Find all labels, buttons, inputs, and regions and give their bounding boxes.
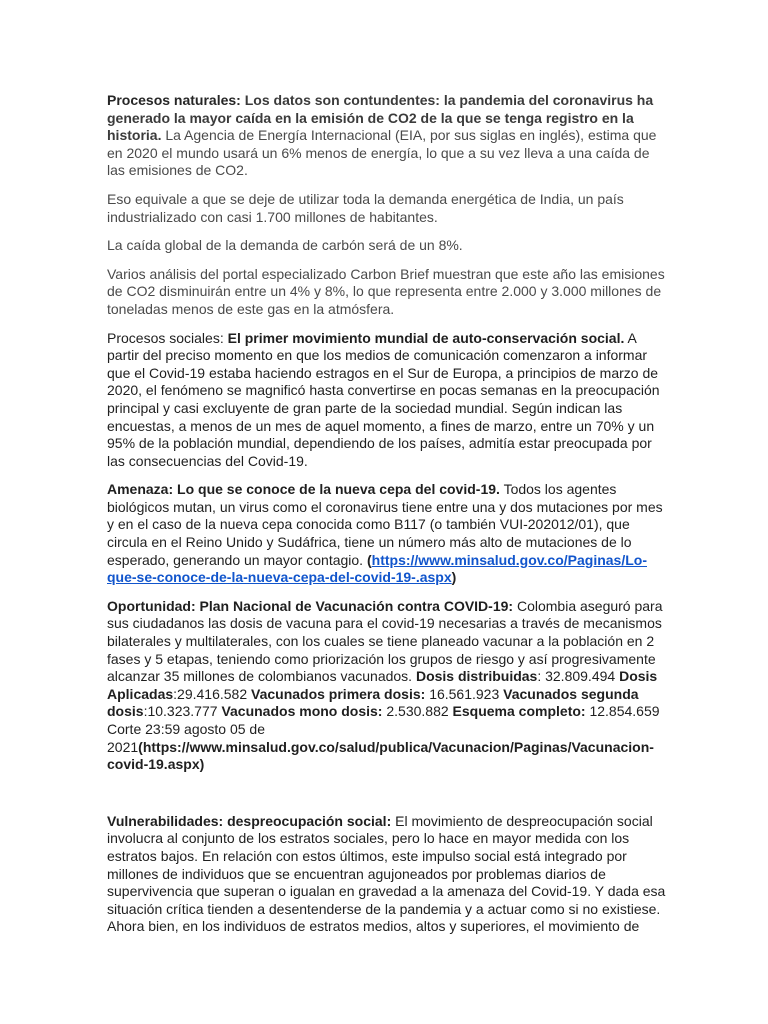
paragraph-india-comparison: Eso equivale a que se deje de utilizar toda la demanda energética de India, un país industrializado con casi 1.700 millones de habitantes.	[107, 190, 624, 225]
doses-applied-value: :29.416.582	[173, 685, 248, 702]
mono-dose-label: Vacunados mono dosis:	[221, 703, 383, 720]
first-dose-value: 16.561.923	[429, 685, 500, 702]
paragraph-text: Todos los agentes biológicos mutan, un virus como el coronavirus tiene entre una y dos mutaciones por mes y en el caso de la nueva cepa conocida como B117 (o también VUI-202012/01), que circula en el Reino Unido y Sudáfrica, tiene un número más alto de mutaciones de lo esperado, generando un mayor contagio.	[107, 481, 663, 568]
second-dose-value: :10.323.777	[143, 703, 218, 720]
section-label: Oportunidad: Plan Nacional de Vacunación contra COVID-19:	[107, 597, 514, 614]
link-open-paren: (	[366, 551, 372, 568]
second-dose-label: Vacunados segunda dosis	[107, 685, 639, 720]
vaccination-source-link: (https://www.minsalud.gov.co/salud/publica/Vacunacion/Paginas/Vacunacion-covid-19.aspx)	[107, 738, 654, 773]
section-headline: El primer movimiento mundial de auto-conservación social.	[227, 329, 625, 346]
paragraph-social-processes	[107, 330, 668, 471]
paragraph-vulnerabilities	[107, 813, 668, 936]
minsalud-variant-link[interactable]: https://www.minsalud.gov.co/Paginas/Lo-que-se-conoce-de-la-nueva-cepa-del-covid-19-.aspx	[107, 551, 647, 586]
section-label: Procesos sociales:	[107, 329, 224, 346]
paragraph-text: Colombia aseguró para sus ciudadanos las dosis de vacuna para el covid-19 necesarias a través de mecanismos bilaterales y multilaterales, con los cuales se tiene planeado vacunar a la población en 2 fases y 5 etapas, teniendo como priorización los grupos de riesgo y así progresivamente alcanzar 35 millones de colombianos vacunados.	[107, 597, 663, 685]
doses-distributed-label: Dosis distribuidas	[415, 668, 538, 685]
spacer	[107, 785, 668, 813]
section-label: Vulnerabilidades: despreocupación social:	[107, 812, 392, 829]
paragraph-carbon-brief: Varios análisis del portal especializado Carbon Brief muestran que este año las emisiones de CO2 disminuirán entre un 4% y 8%, lo que representa entre 2.000 y 3.000 millones de toneladas menos de este gas en la atmósfera.	[107, 265, 665, 317]
paragraph-threat	[107, 481, 668, 587]
paragraph-text: La Agencia de Energía Internacional (EIA, por sus siglas en inglés), estima que en 2020 el mundo usará un 6% menos de energía, lo que a su vez lleva a una caída de las emisiones de CO2.	[107, 127, 657, 179]
complete-scheme-label: Esquema completo:	[452, 703, 586, 720]
paragraph-text: El movimiento de despreocupación social involucra al conjunto de los estratos sociales, pero lo hace en mayor medida con los estratos bajos. En relación con estos últimos, este impulso social está integrado por millones de individuos que se encuentran agujoneados por problemas diarios de supervivencia que superan o igualan en gravedad a la amenaza del Covid-19. Y dada esa situación crítica tienden a desentenderse de la pandemia y a actuar como si no existiese. Ahora bien, en los individuos de estratos medios, altos y superiores, el movimiento de	[107, 812, 666, 935]
paragraph-opportunity	[107, 598, 668, 774]
paragraph-text: A partir del preciso momento en que los medios de comunicación comenzaron a informar que el Covid-19 estaba haciendo estragos en el Sur de Europa, a principios de marzo de 2020, el fenómeno se magnificó hasta convertirse en pocas semanas en la preocupación principal y casi excluyente de gran parte de la sociedad mundial. Según indican las encuestas, a menos de un mes de aquel momento, a fines de marzo, entre un 70% y un 95% de la población mundial, dependiendo de los países, admitía estar preocupada por las consecuencias del Covid-19.	[107, 329, 660, 469]
section-label: Procesos naturales:	[107, 92, 241, 108]
paragraph-coal-demand: La caída global de la demanda de carbón será de un 8%.	[107, 237, 463, 254]
doses-distributed-value: : 32.809.494	[537, 668, 616, 685]
complete-scheme-value: 12.854.659 Corte 23:59 agosto 05 de 2021	[107, 703, 660, 755]
first-dose-label: Vacunados primera dosis:	[251, 685, 426, 702]
section-label: Amenaza: Lo que se conoce de la nueva cepa del covid-19.	[107, 481, 500, 498]
paragraph-natural-processes	[107, 92, 668, 180]
link-close-paren: )	[451, 569, 457, 586]
section-headline: Los datos son contundentes: la pandemia del coronavirus ha generado la mayor caída en la emisión de CO2 de la que se tenga registro en la historia.	[107, 92, 654, 144]
mono-dose-value: 2.530.882	[386, 703, 449, 720]
doses-applied-label: Dosis Aplicadas	[107, 668, 658, 702]
